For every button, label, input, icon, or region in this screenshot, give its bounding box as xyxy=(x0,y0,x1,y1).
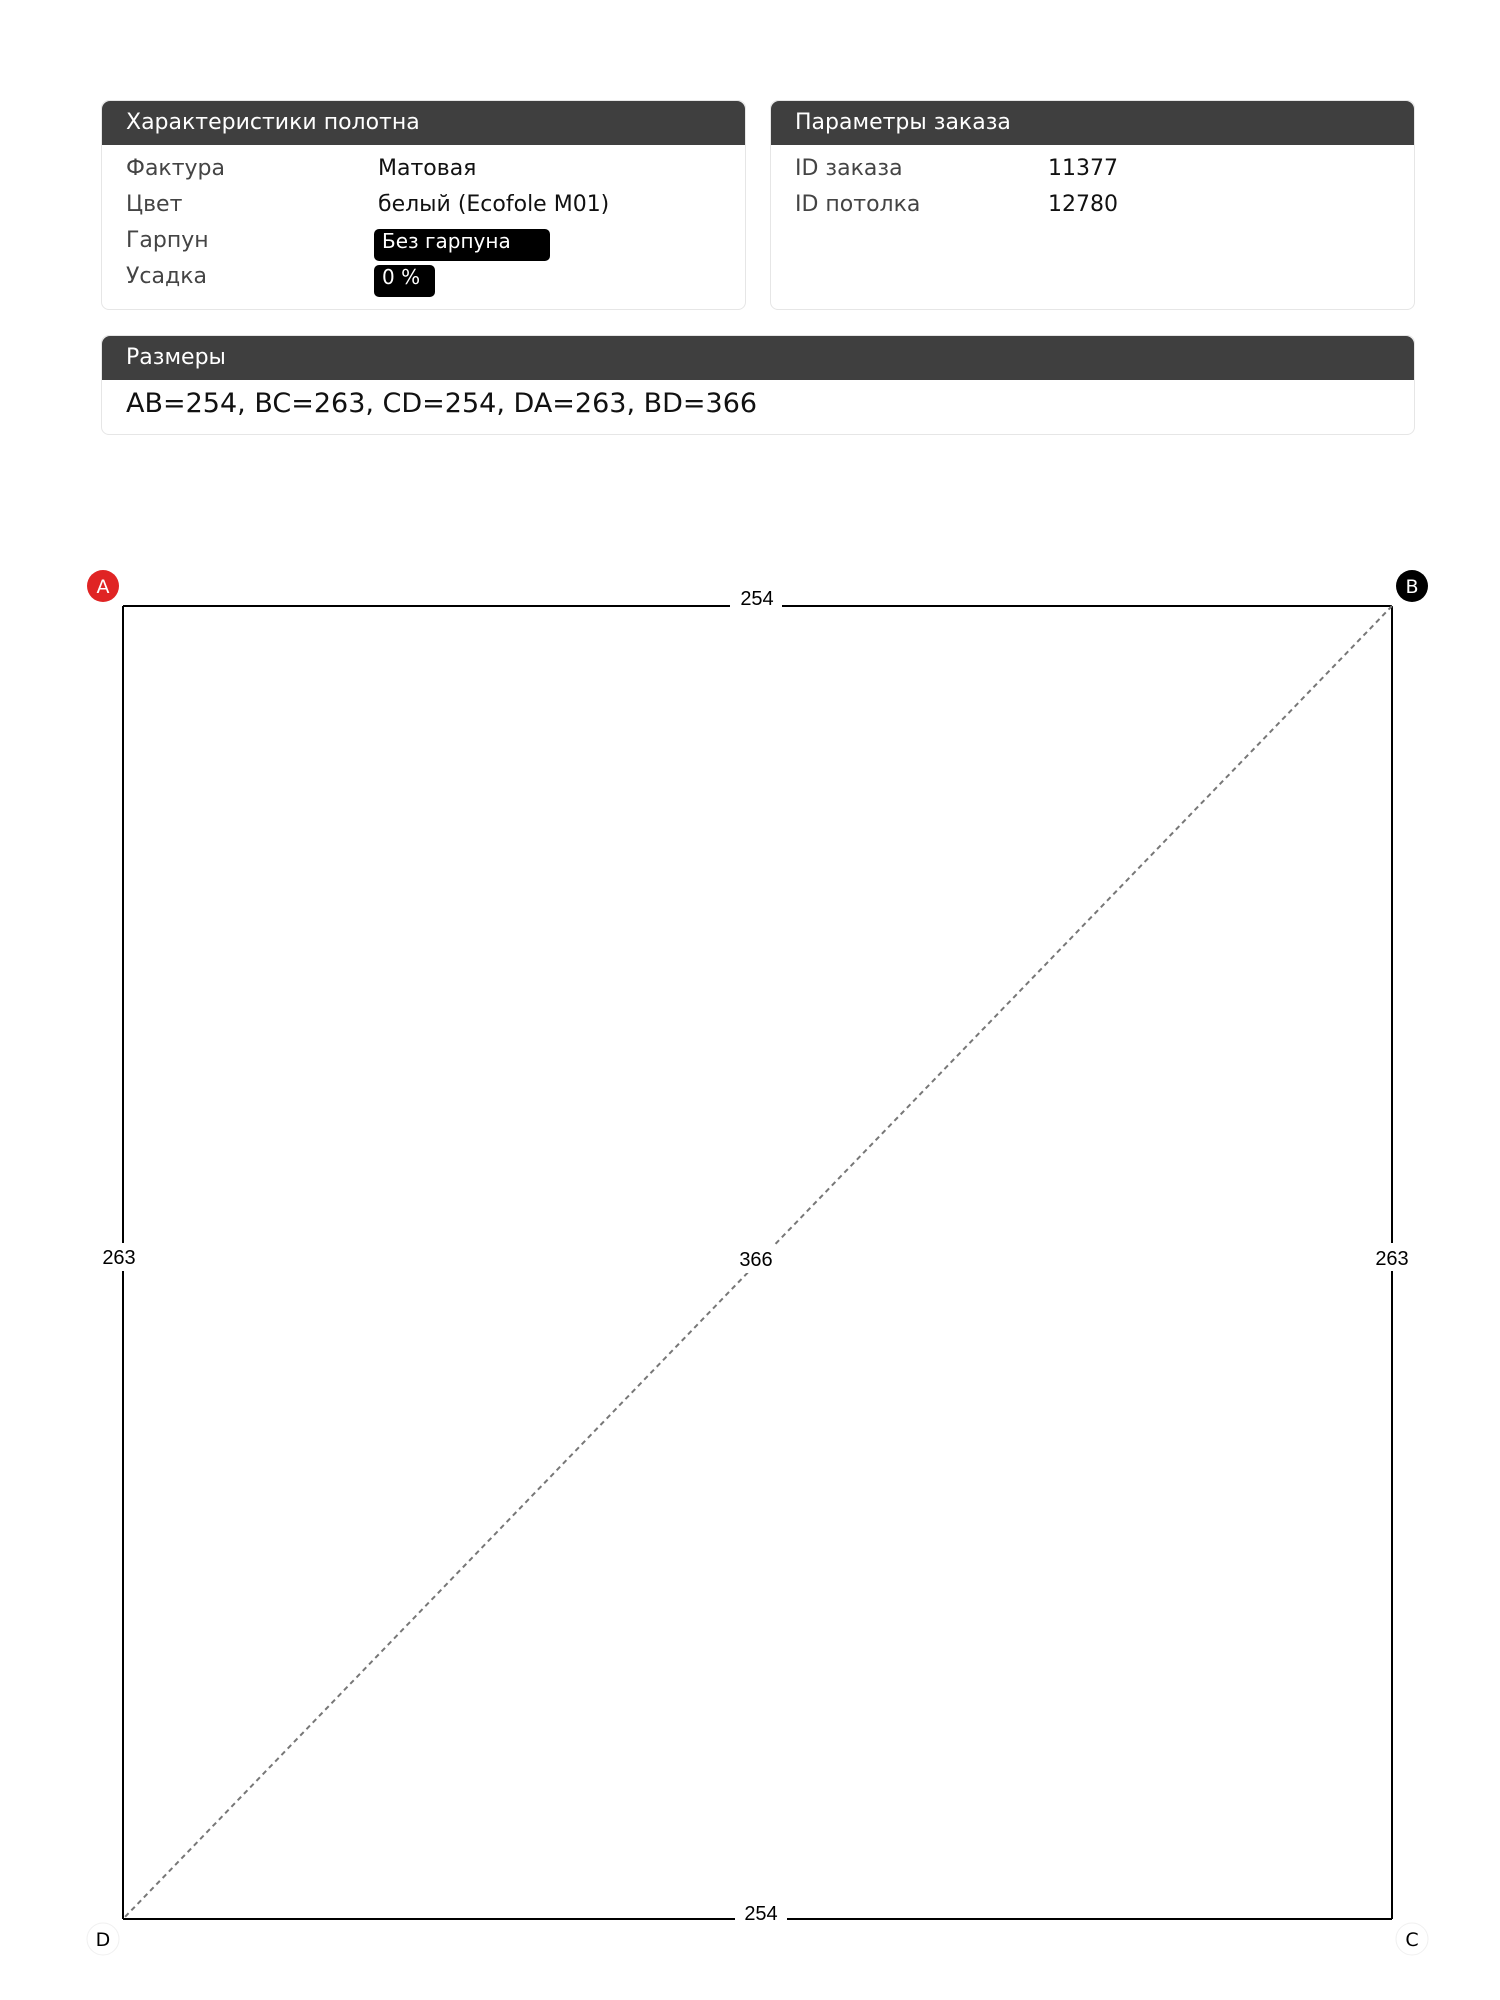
ceiling-id-label: ID потолка xyxy=(795,192,921,217)
color-value: белый (Ecofole M01) xyxy=(378,192,610,217)
order-id-label: ID заказа xyxy=(795,156,903,181)
side-cd-label: 254 xyxy=(744,1903,778,1925)
shrinkage-label: Усадка xyxy=(126,264,207,289)
vertex-b-label: B xyxy=(1405,576,1419,598)
vertex-a-label: A xyxy=(96,576,110,598)
side-ab-label: 254 xyxy=(740,588,774,610)
harpoon-label: Гарпун xyxy=(126,228,209,253)
sizes-title: Размеры xyxy=(102,336,1414,380)
order-id-value: 11377 xyxy=(1048,156,1118,181)
vertex-d-label: D xyxy=(95,1929,111,1951)
texture-value: Матовая xyxy=(378,156,477,181)
diagonal-bd-label: 366 xyxy=(739,1249,773,1271)
shrinkage-badge: 0 % xyxy=(374,265,435,297)
side-bc-label: 263 xyxy=(1375,1248,1409,1270)
canvas-specs-title: Характеристики полотна xyxy=(102,101,745,145)
ceiling-id-value: 12780 xyxy=(1048,192,1118,217)
color-label: Цвет xyxy=(126,192,183,217)
order-params-title: Параметры заказа xyxy=(771,101,1414,145)
vertex-c-label: C xyxy=(1405,1929,1419,1951)
sizes-summary: AB=254, BC=263, CD=254, DA=263, BD=366 xyxy=(126,388,758,419)
texture-label: Фактура xyxy=(126,156,225,181)
harpoon-badge: Без гарпуна xyxy=(374,229,550,261)
side-da-label: 263 xyxy=(102,1247,136,1269)
